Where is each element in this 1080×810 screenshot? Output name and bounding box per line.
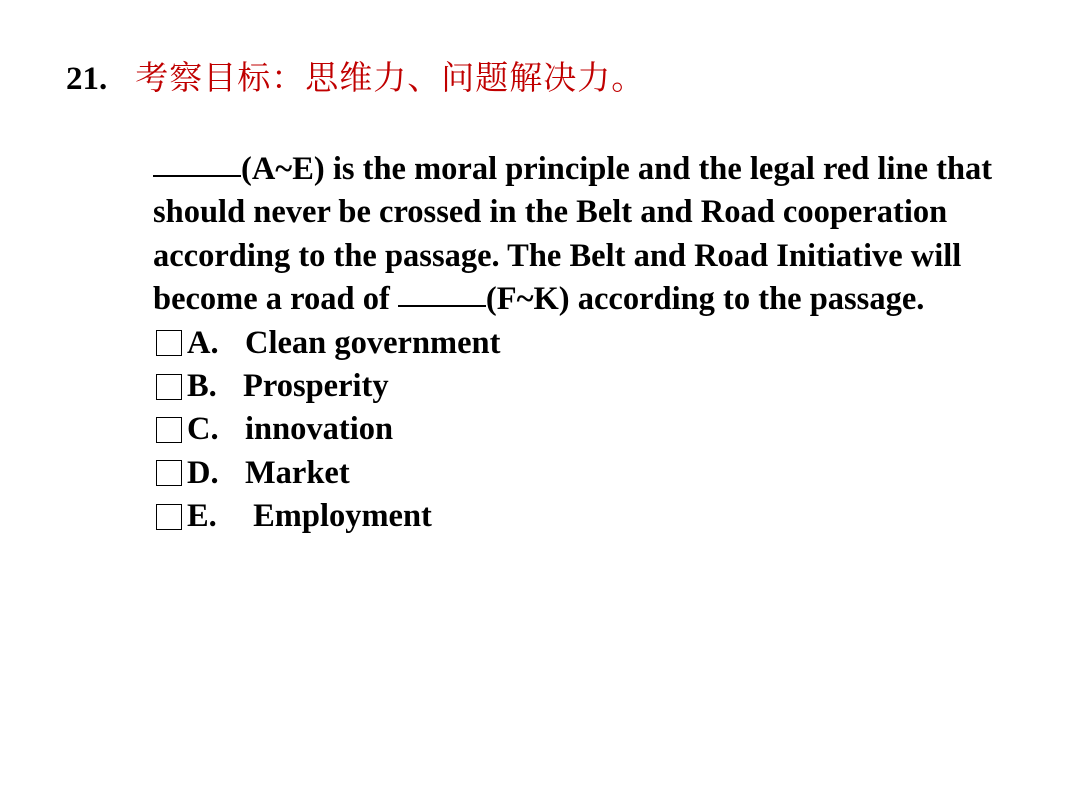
option-e[interactable] [153, 495, 993, 538]
question-heading [66, 52, 645, 99]
option-text: Clean government [245, 324, 501, 361]
checkbox-icon[interactable] [156, 374, 182, 400]
option-d[interactable] [153, 452, 993, 495]
option-letter: B. [187, 368, 217, 405]
question-number: 21. [66, 61, 108, 97]
stem-text-part1: (A~E) is the moral principle and the legal red line that should never be crossed in the Belt and Road cooperation according to the passage. The Belt and Road Initiative will become a road of [153, 151, 993, 318]
answer-blank-2[interactable] [398, 304, 486, 307]
answer-blank-1[interactable] [153, 174, 241, 177]
checkbox-icon[interactable] [156, 330, 182, 356]
checkbox-icon[interactable] [156, 504, 182, 530]
option-c[interactable] [153, 408, 993, 451]
option-letter: A. [187, 324, 219, 361]
option-b[interactable] [153, 365, 993, 408]
option-letter: E. [187, 498, 217, 535]
option-a[interactable] [153, 322, 993, 365]
question-body [153, 148, 993, 539]
option-text: innovation [245, 411, 394, 448]
option-text: Market [245, 454, 350, 491]
question-stem [153, 148, 993, 322]
option-letter: D. [187, 454, 219, 491]
checkbox-icon[interactable] [156, 417, 182, 443]
assessment-objective: 考察目标：思维力、问题解决力。 [135, 58, 646, 97]
options-list [153, 322, 993, 539]
option-text: Prosperity [243, 368, 389, 405]
option-text: Employment [245, 498, 432, 535]
option-letter: C. [187, 411, 219, 448]
checkbox-icon[interactable] [156, 460, 182, 486]
stem-text-part2: (F~K) according to the passage. [485, 281, 925, 318]
